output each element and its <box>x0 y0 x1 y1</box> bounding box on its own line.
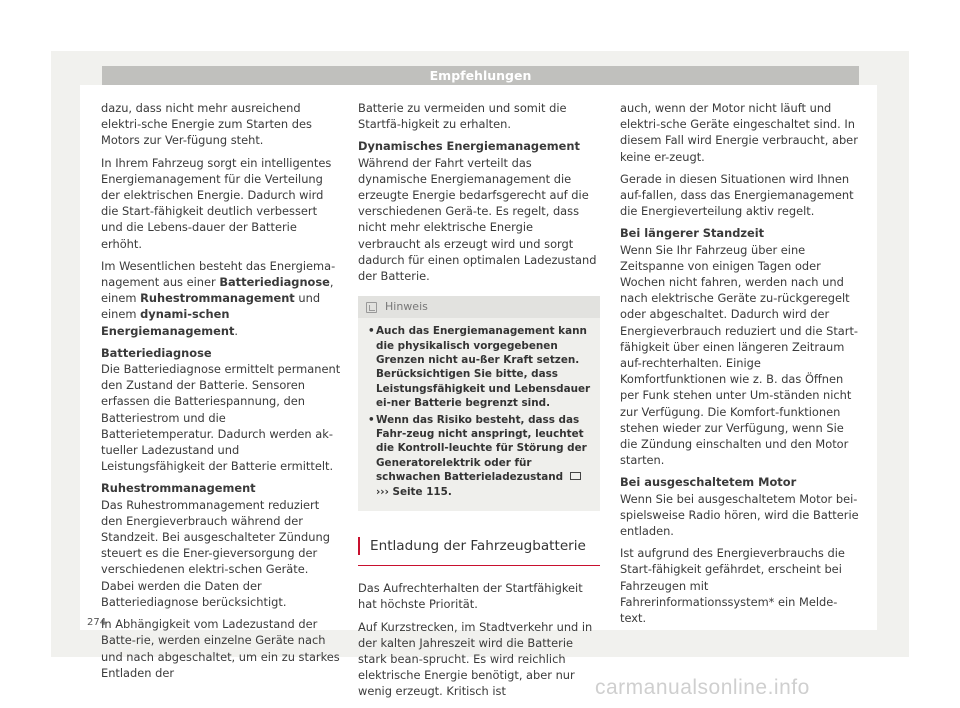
subheading-batteriediagnose: Batteriediagnose <box>101 345 212 360</box>
hinweis-label: Hinweis <box>385 300 428 314</box>
paragraph: Gerade in diesen Situationen wird Ihnen auf-fallen, dass das Energiemanagement die Energieverteilung aktiv regelt. <box>620 171 854 219</box>
column-2 <box>358 100 598 706</box>
paragraph: Batterie zu vermeiden und somit die Startfä-higkeit zu erhalten. <box>358 101 567 132</box>
column-1 <box>101 100 341 687</box>
watermark: carmanualsonline.info <box>595 676 810 699</box>
hinweis-box <box>358 296 600 511</box>
paragraph: In Ihrem Fahrzeug sorgt ein intelligentes Energiemanagement für die Verteilung der elektrischen Energie. Dadurch wird die Start-fähigkeit deutlich verbessert und die Lebens-dauer der Batterie erhöht. <box>101 155 332 251</box>
hinweis-item-text: Auch das Energiemanagement kann die physikalisch vorgegebenen Grenzen nicht au-ßer Kraft setzen. Berücksichtigen Sie bitte, dass Leistungsfähigkeit und Lebensdauer ei-ner Batterie begrenzt sind. <box>376 325 591 410</box>
bullet: • <box>368 325 375 338</box>
paragraph: Ist aufgrund des Energieverbrauchs die Start-fähigkeit gefährdet, erscheint bei Fahrzeugen mit Fahrerinformationssystem* ein Melde-text. <box>620 546 845 626</box>
section-divider <box>358 565 600 566</box>
column-3 <box>620 100 860 632</box>
subheading-dynamisches-energiemanagement: Dynamisches Energiemanagement <box>358 139 580 154</box>
note-icon <box>366 302 377 313</box>
paragraph: auch, wenn der Motor nicht läuft und elektri-sche Geräte eingeschaltet sind. In diesem Fall wird Energie verbraucht, aber keine er-zeugt. <box>620 101 858 164</box>
hinweis-header <box>358 296 600 318</box>
subheading-laengere-standzeit: Bei längerer Standzeit <box>620 226 765 241</box>
page-number: 274 <box>87 617 107 628</box>
paragraph: Auf Kurzstrecken, im Stadtverkehr und in der kalten Jahreszeit wird die Batterie stark bean-sprucht. Es wird reichlich elektrische Energie benötigt, aber nur wenig erzeugt. Kritisch ist <box>358 619 593 699</box>
subheading-ausgeschalteter-motor: Bei ausgeschaltetem Motor <box>620 475 797 490</box>
paragraph: Das Aufrechterhalten der Startfähigkeit hat höchste Priorität. <box>358 581 583 612</box>
paragraph: Wenn Sie bei ausgeschaltetem Motor bei-spielsweise Radio hören, wird die Batterie entladen. <box>620 491 859 539</box>
hinweis-item-content <box>376 413 592 499</box>
hinweis-item <box>368 413 592 499</box>
paragraph: Während der Fahrt verteilt das dynamische Energiemanagement die erzeugte Energie bedarfsgerecht auf die verschiedenen Gerä-te. Es regelt, dass nicht mehr elektrische Energie verbraucht als erzeugt wird und sorgt dadurch für einen optimalen Ladezustand der Batterie. <box>358 155 597 284</box>
page-reference-link[interactable]: ››› Seite 115. <box>376 485 452 498</box>
paragraph: Das Ruhestrommanagement reduziert den Energieverbrauch während der Standzeit. Bei ausgeschalteter Zündung steuert es die Ener-gieversorgung der verschiedenen elektri-schen Geräte. Dabei werden die Daten der Batteriediagnose berücksichtigt. <box>101 497 330 609</box>
subheading-ruhestrommanagement: Ruhestrommanagement <box>101 481 256 496</box>
paragraph: dazu, dass nicht mehr ausreichend elektri-sche Energie zum Starten des Motors zur Ver-fügung steht. <box>101 101 312 148</box>
battery-icon <box>570 472 581 480</box>
chapter-header: Empfehlungen <box>102 66 859 85</box>
paragraph: Die Batteriediagnose ermittelt permanent den Zustand der Batterie. Sensoren erfassen die Batteriespannung, den Batteriestrom und die Batterietemperatur. Dadurch werden ak-tueller Ladezustand und Leistungsfähigkeit der Batterie ermittelt. <box>101 362 341 474</box>
paragraph: Wenn Sie Ihr Fahrzeug über eine Zeitspanne von einigen Tagen oder Wochen nicht fahren, werden nach und nach elektrische Geräte zu-rückgeregelt oder abgeschaltet. Dadurch wird der Energieverbrauch reduziert und die Start-fähigkeit über einen längeren Zeitraum auf-rechterhalten. Einige Komfortfunktionen wie z. B. das Öffnen per Funk stehen unter Um-ständen nicht zur Verfügung. Die Komfort-funktionen stehen wieder zur Verfügung, wenn Sie die Zündung einschalten und den Motor starten. <box>620 242 859 468</box>
paragraph: Im Wesentlichen besteht das Energiema-nagement aus einer Batteriediagnose, einem Ruhestrommanagement und einem dynami-schen Energiemanagement. <box>101 258 336 338</box>
hinweis-body <box>358 318 600 511</box>
bullet: • <box>368 413 375 426</box>
paragraph: In Abhängigkeit vom Ladezustand der Batte-rie, werden einzelne Geräte nach und nach abgeschaltet, um ein zu starkes Entladen der <box>101 617 340 680</box>
hinweis-item <box>368 324 592 410</box>
section-title: Entladung der Fahrzeugbatterie <box>358 537 598 555</box>
hinweis-item-text: Wenn das Risiko besteht, dass das Fahr-zeug nicht anspringt, leuchtet die Kontroll-leuchte für Störung der Generatorelektrik oder für schwachen Batterieladezustand <box>376 413 587 484</box>
